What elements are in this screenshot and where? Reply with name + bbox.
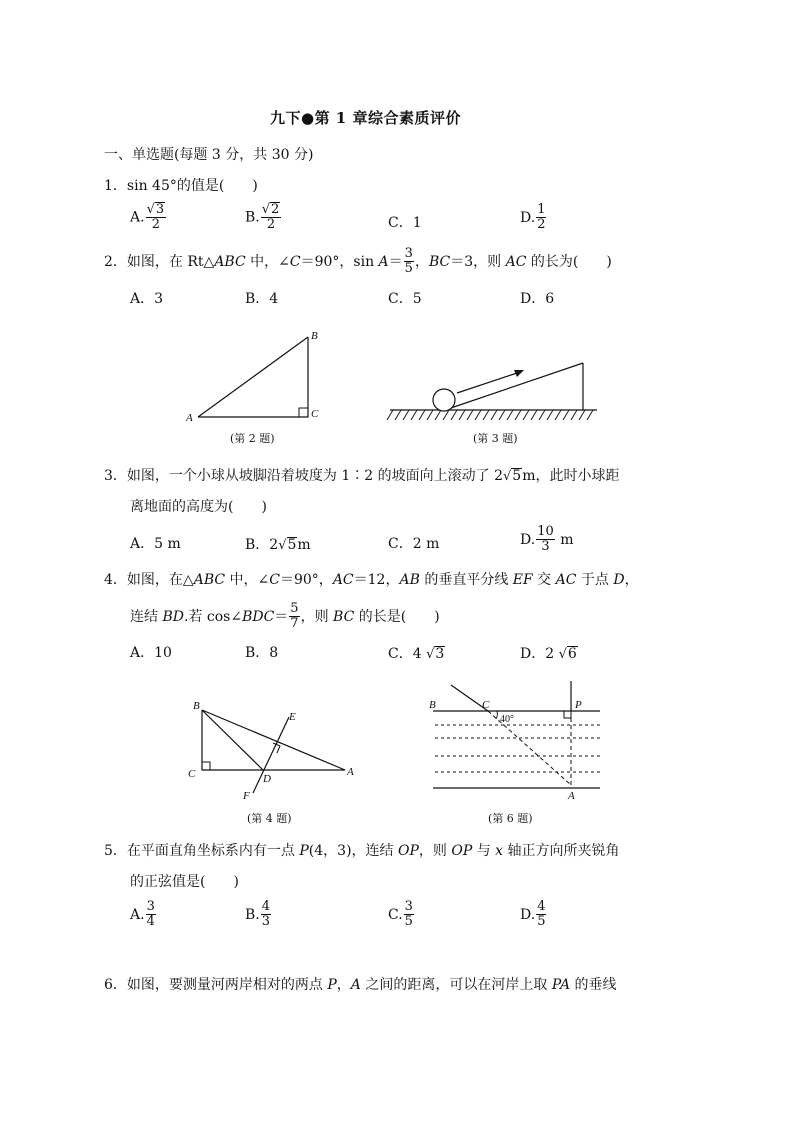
text: 如图，一个小球从坡脚沿着坡度为 1∶2 的坡面向上滚动了 2 (126, 468, 503, 484)
var: BC (333, 608, 355, 625)
option-radicand: 2 (271, 202, 280, 217)
text: ＝ (388, 253, 403, 270)
question-6-line-1 (104, 978, 617, 992)
text: D．2 (520, 646, 555, 662)
var: PA (551, 977, 571, 993)
label-b: B (311, 330, 318, 342)
label-c: C (482, 699, 490, 711)
label-p: P (575, 699, 582, 711)
q1-option-d[interactable] (520, 203, 547, 233)
q3-option-c[interactable]: C．2 m (388, 536, 440, 552)
text: 如图，在△ (126, 572, 194, 588)
text: 的垂直平分线 (419, 572, 513, 588)
line-ef (253, 717, 289, 793)
var: AC (505, 253, 527, 270)
label-c: C (188, 768, 196, 780)
segment-bd (202, 710, 263, 770)
text: 如图，在 Rt△ (126, 253, 215, 270)
text: ， (624, 572, 639, 588)
text: (4，3)，连结 (308, 843, 398, 859)
option-denominator: 3 (261, 914, 271, 930)
segment-ab (198, 337, 308, 417)
text: ，则 (418, 843, 452, 859)
text: 于点 (576, 572, 614, 588)
text: ，则 (300, 608, 334, 625)
figure-6-caption: (第 6 题) (488, 812, 533, 825)
option-prefix: A. (130, 209, 145, 226)
var: P (299, 843, 309, 859)
text: 的垂线 (570, 977, 617, 993)
var: C (269, 572, 280, 588)
label-f: F (243, 790, 250, 802)
q5-option-a[interactable] (130, 900, 157, 930)
var: BD (162, 608, 184, 625)
var: ABC (214, 253, 246, 270)
option-denominator: 2 (151, 217, 160, 233)
var: AC (555, 572, 577, 588)
slope-line (445, 363, 583, 410)
fraction-numerator: 3 (404, 246, 413, 261)
option-numerator: 3 (146, 899, 155, 914)
q4-option-b[interactable]: B．8 (245, 645, 279, 661)
option-numerator: 10 (537, 524, 554, 539)
label-a: A (568, 790, 575, 802)
text: B．2 (245, 537, 279, 553)
label-d: D (263, 773, 271, 785)
option-prefix: C. (388, 906, 403, 923)
option-denominator: 5 (404, 914, 413, 930)
question-5-line-1 (104, 844, 620, 858)
question-3-line-1: 3．如图，一个小球从坡脚沿着坡度为 1∶2 的坡面向上滚动了 2√5m，此时小球距 (104, 468, 620, 484)
q4-option-d[interactable]: D．2 √6 (520, 646, 577, 662)
text: 如图，要测量河两岸相对的两点 (126, 977, 328, 993)
question-1-text: sin 45°的值是( ) (126, 178, 258, 194)
question-2-stem (104, 247, 612, 277)
question-6-number: 6． (104, 977, 127, 993)
q3-option-b[interactable]: B．2√5m (245, 537, 311, 553)
q1-option-b[interactable]: B. $\frac{√2}{2}$ (245, 202, 280, 233)
question-3-line-2: 离地面的高度为( ) (130, 499, 267, 515)
question-5-number: 5． (104, 843, 127, 859)
right-angle-mark-c (202, 762, 210, 770)
text: m，此时小球距 (522, 468, 620, 484)
option-denominator: 2 (537, 217, 546, 233)
option-numerator: 4 (537, 899, 546, 914)
text: ＝3，则 (450, 253, 506, 270)
text: ＝90°， (279, 572, 333, 588)
q2-option-b[interactable]: B．4 (245, 291, 279, 307)
water-lines (435, 725, 600, 772)
q2-option-d[interactable]: D．6 (520, 291, 555, 307)
q3-option-d[interactable] (520, 525, 573, 555)
option-numerator: 1 (537, 202, 546, 217)
figure-3-caption: (第 3 题) (473, 432, 518, 445)
text: ＝ (274, 608, 289, 625)
text: 连结 (130, 608, 163, 625)
question-4-number: 4． (104, 572, 127, 588)
figure-4-triangle (185, 695, 365, 805)
option-denominator: 3 (541, 539, 550, 555)
q4-option-c[interactable]: C．4 √3 (388, 646, 445, 662)
question-4-line-2 (130, 602, 440, 632)
unit: m (560, 531, 574, 548)
option-denominator: 2 (266, 217, 276, 233)
ground-hatching (387, 410, 593, 420)
option-prefix: B. (245, 906, 260, 923)
label-a: A (347, 766, 354, 778)
label-a: A (186, 412, 193, 424)
question-1-stem (104, 179, 258, 193)
text: .若 cos∠ (183, 608, 243, 625)
page-title: 九下●第 1 章综合素质评价 (270, 109, 461, 127)
label-b: B (193, 700, 200, 712)
var: A (378, 253, 389, 270)
option-denominator: 4 (146, 914, 155, 930)
text: 之间的距离，可以在河岸上取 (360, 977, 552, 993)
var: A (350, 977, 361, 993)
radicand: 5 (512, 468, 522, 484)
question-1-number: 1． (104, 178, 127, 194)
text: 与 (472, 843, 496, 859)
option-prefix: D. (520, 209, 536, 226)
var: ABC (193, 572, 226, 588)
var: BC (428, 253, 451, 270)
q5-option-b[interactable] (245, 900, 272, 930)
q2-option-c[interactable]: C．5 (388, 291, 422, 307)
fraction-numerator: 5 (290, 601, 299, 616)
var: OP (451, 843, 473, 859)
arrow-head-icon (514, 370, 524, 377)
question-2-number: 2． (104, 253, 127, 270)
label-e: E (289, 711, 296, 723)
text: ， (414, 253, 429, 270)
figure-4-caption: (第 4 题) (247, 812, 292, 825)
question-3-number: 3． (104, 468, 127, 484)
var: C (289, 253, 301, 270)
right-angle-mark (299, 408, 308, 417)
var: EF (512, 572, 533, 588)
label-c: C (311, 408, 319, 420)
q5-option-d[interactable] (520, 900, 547, 930)
text: 交 (532, 572, 556, 588)
text: 中，∠ (245, 253, 290, 270)
text: ， (336, 977, 351, 993)
var: BDC (242, 608, 275, 625)
option-numerator: 3 (404, 899, 413, 914)
radicand: 3 (435, 646, 445, 662)
radicand: 6 (567, 646, 577, 662)
fraction-denominator: 5 (404, 261, 413, 277)
fraction-denominator: 7 (290, 616, 299, 632)
option-prefix: D. (520, 906, 536, 923)
text: ＝12， (353, 572, 400, 588)
text: 轴正方向所夹锐角 (503, 843, 620, 859)
var: x (495, 843, 504, 859)
ball (433, 389, 455, 411)
text: 的长为( ) (526, 253, 612, 270)
figure-6-river (425, 675, 610, 805)
angle-arc (496, 711, 497, 719)
angle-label: 40° (500, 714, 514, 725)
text: ＝90°，sin (300, 253, 379, 270)
text: 的长是( ) (354, 608, 440, 625)
var: P (327, 977, 337, 993)
section-heading: 一、单选题(每题 3 分，共 30 分) (104, 147, 314, 163)
text: m (297, 537, 311, 553)
question-4-line-1 (104, 573, 639, 587)
right-angle-mark-p (564, 711, 571, 718)
q1-option-c[interactable]: C．1 (388, 215, 422, 231)
radicand: 5 (287, 537, 297, 553)
text: C．4 (388, 646, 422, 662)
q2-option-a[interactable]: A．3 (130, 291, 164, 307)
option-prefix: D. (520, 531, 536, 548)
text: 中，∠ (225, 572, 270, 588)
figure-2-caption: (第 2 题) (230, 432, 275, 445)
option-numerator: 4 (261, 899, 271, 914)
var: OP (398, 843, 419, 859)
figure-3-slope (385, 355, 600, 427)
direction-arrow (457, 373, 517, 393)
label-b: B (429, 699, 436, 711)
q1-option-a[interactable]: A. $\frac{√3}{2}$ (130, 202, 165, 233)
var: AB (399, 572, 420, 588)
var: AC (332, 572, 354, 588)
text: 在平面直角坐标系内有一点 (126, 843, 300, 859)
q3-option-a[interactable]: A．5 m (130, 536, 181, 552)
option-radicand: 3 (155, 202, 165, 217)
option-prefix: A. (130, 906, 145, 923)
question-5-line-2: 的正弦值是( ) (130, 874, 239, 890)
q5-option-c[interactable] (388, 900, 415, 930)
option-denominator: 5 (537, 914, 546, 930)
q4-option-a[interactable]: A．10 (130, 645, 172, 661)
var: D (613, 572, 625, 588)
segment-ab (202, 710, 345, 770)
option-prefix: B. (245, 209, 260, 226)
